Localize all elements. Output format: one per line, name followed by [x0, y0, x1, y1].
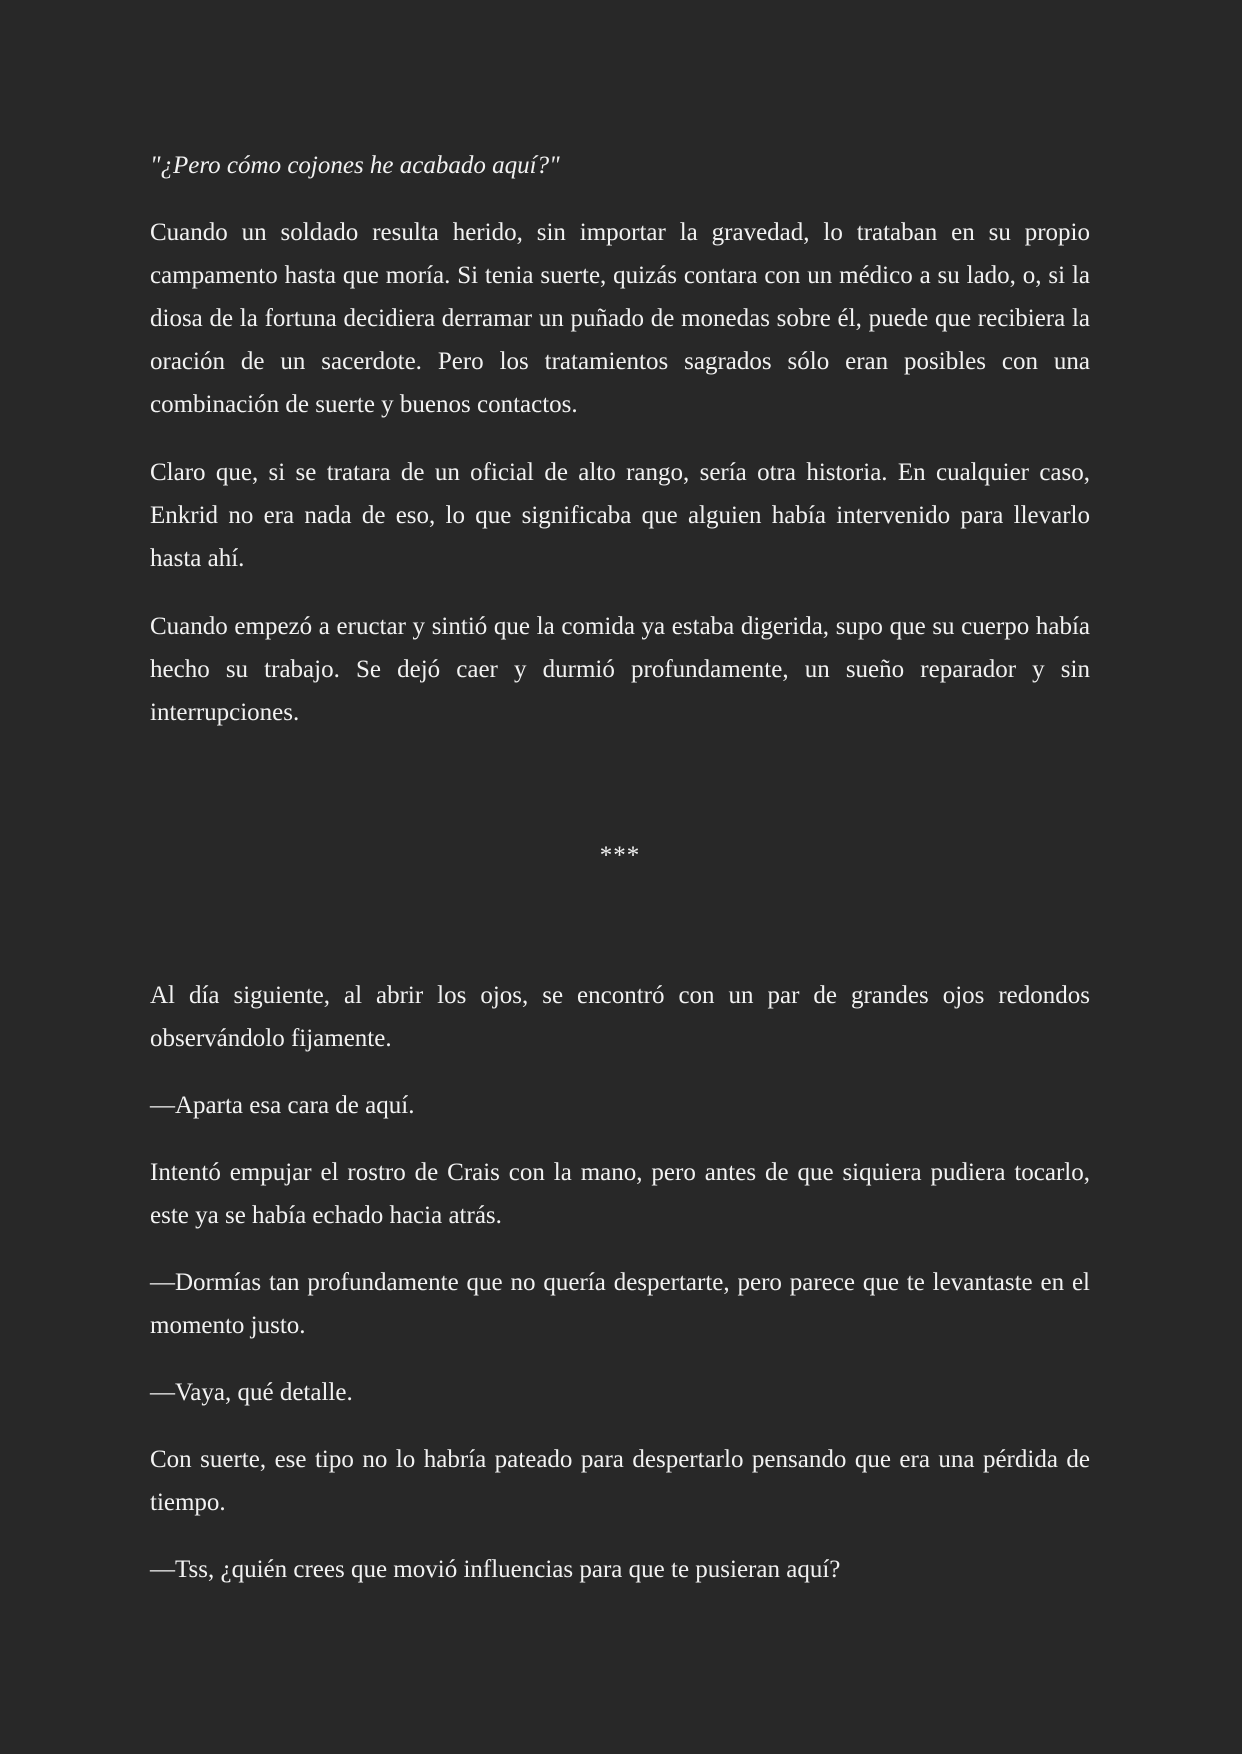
body-paragraph: Al día siguiente, al abrir los ojos, se encontró con un par de grandes ojos redondos observándolo fijamente.	[150, 982, 1090, 1052]
document-page	[150, 144, 1090, 1615]
dialogue-paragraph: —Dormías tan profundamente que no quería despertarte, pero parece que te levantaste en el momento justo.	[150, 1269, 1090, 1339]
dialogue-paragraph: —Tss, ¿quién crees que movió influencias para que te pusieran aquí?	[150, 1556, 841, 1583]
body-paragraph: Cuando un soldado resulta herido, sin importar la gravedad, lo trataban en su propio campamento hasta que moría. Si tenia suerte, quizás contara con un médico a su lado, o, si la diosa de la fortuna decidiera derramar un puñado de monedas sobre él, puede que recibiera la oración de un sacerdote. Pero los tratamientos sagrados sólo eran posibles con una combinación de suerte y buenos contactos.	[150, 219, 1090, 418]
dialogue-paragraph: —Aparta esa cara de aquí.	[150, 1092, 415, 1119]
thought-paragraph: "¿Pero cómo cojones he acabado aquí?"	[150, 152, 560, 179]
body-paragraph: Intentó empujar el rostro de Crais con la mano, pero antes de que siquiera pudiera tocarlo, este ya se había echado hacia atrás.	[150, 1159, 1090, 1229]
body-paragraph: Cuando empezó a eructar y sintió que la comida ya estaba digerida, supo que su cuerpo había hecho su trabajo. Se dejó caer y durmió profundamente, un sueño reparador y sin interrupciones.	[150, 613, 1090, 726]
body-paragraph: Con suerte, ese tipo no lo habría pateado para despertarlo pensando que era una pérdida de tiempo.	[150, 1446, 1090, 1516]
body-paragraph: Claro que, si se tratara de un oficial de alto rango, sería otra historia. En cualquier caso, Enkrid no era nada de eso, lo que significaba que alguien había intervenido para llevarlo hasta ahí.	[150, 459, 1090, 572]
dialogue-paragraph: —Vaya, qué detalle.	[150, 1379, 353, 1406]
scene-separator: ***	[599, 842, 641, 869]
